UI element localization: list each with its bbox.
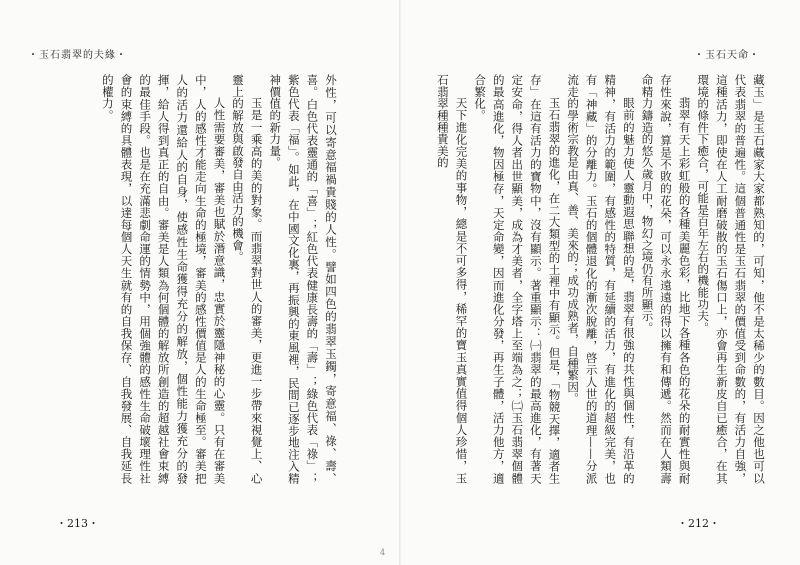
left-running-head: ・玉石翡翠的夫緣・ xyxy=(28,50,127,61)
right-paragraph-3: 眼前的魅力使人靈動遐思聯想的是，翡翠有很強的共性與個性，有沿革的精神，有活力的範圍，有感性的特質，有延續的活力，有進化的超級完美，也有「神藏」的分離力。玉石的個體退化的漸次脫離，啓示人世的道理——分派流走的學術宗教是由真、善、美來的；成功成熟者，自種繁因。 xyxy=(566,74,636,484)
right-paragraph-4: 玉石翡翠的進化，在二大類型的土裡中有顯示。但是，「物競天擇，適者生存」在這有活力的寶物中，沒有顯示。著重顯示：㈠翡翠的最高進化，有著天定安命，得人者出世顯美，成為才美者，全字塔上至端為之；㈡玉石翡翠個體的最高進化，物因極存，天定命變，因而進化分發，再生子體，活力他方，適合繁化。 xyxy=(473,74,562,484)
right-page-number: ・212・ xyxy=(677,517,720,530)
right-body-text xyxy=(428,74,768,484)
left-body-text xyxy=(100,74,340,484)
right-paragraph-1: 藏玉」是玉石藏家大家都熟知的，可知，他不是太稀少的數目。因之他也可以代表翡翠的普遍性。這個普通性是玉石翡翠的價值受到命數的，有活力自強，這種活力，即使在人工耐磨破散的玉石傷口上，亦會再生新皮自已癒合，在其環境的條件下癒合，可能是百年左右的機能功夫。 xyxy=(696,74,766,484)
right-running-head: ・玉石天命・ xyxy=(694,50,760,61)
left-paragraph-2: 玉是一乘高的美的對象。而翡翠對世人的審美，更進一步帶來視覺上、心靈上的解放與啟發自由活力的機會。 xyxy=(231,74,264,484)
right-page xyxy=(400,0,800,565)
gutter-mark: 4 xyxy=(380,548,386,557)
left-paragraph-1: 外性，可以寄意福禍貴賤的人性。譬如四色的翡翠玉鐲，寄意福、祿、壽、喜。白色代表靈通的「喜」；紅色代表健康長壽的「壽」；綠色代表「祿」；紫色代表「福」。如此，在中國文化裏，再振興的東風裡，民間已逐步地注入精神價值的新力量。 xyxy=(268,74,338,484)
right-paragraph-2: 翡翠有天上彩虹般的各種美麗色彩，比地下各種各色的花朵的耐實性與耐存性來說，算是不敗的花朵，可以永永遠遠的得以擁有和傳遞。然而在人類壽命精力鑄造的悠久歲月中，物幻之境仍有所顯示。 xyxy=(640,74,692,484)
left-paragraph-3: 人性需要審美，審美也賦於潛意識，忠實於靈隱神秘的心靈。只有在審美中，人的感性才能走向生命的極境，審美的感性價值是人的生命極至。審美把人的活力還給人的自身，使感性生命獲得充分的解放，個性能力獲充分的發揮，給人得到真正的自由。審美是人類為何個體的解放所創造的超越社會束縛的最佳手段。也是在充滿悲劇命運的情勢中，用個強體的感性生命破壞理性社會的束縛的具體表現，以達每個人天生就有的自我保存、自我發展、自我延長的權力。 xyxy=(100,74,227,484)
right-paragraph-5: 天下進化完美的事物，總是不可多得，稀罕的寶玉真實值得個人珍惜，玉石翡翠種種貴美的 xyxy=(435,74,469,484)
left-page-number: ・213・ xyxy=(56,517,99,530)
